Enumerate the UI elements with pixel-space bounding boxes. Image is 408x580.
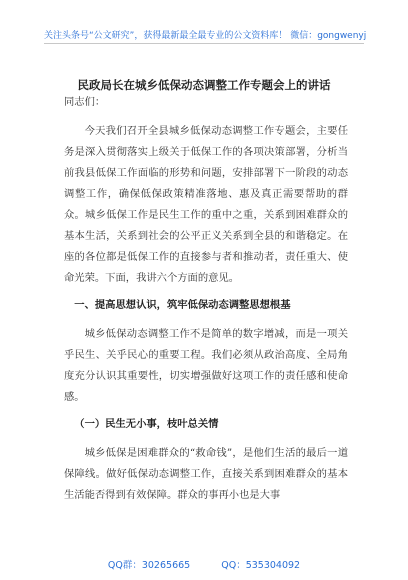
subsection-heading: （一）民生无小事，枝叶总关情 xyxy=(74,418,219,430)
header-divider xyxy=(44,43,364,44)
footer-qq: QQ：535304092 xyxy=(221,560,301,571)
section-heading: 一、提高思想认识，筑牢低保动态调整思想根基 xyxy=(74,299,291,311)
section-paragraph: 城乡低保动态调整工作不是简单的数字增减，而是一项关乎民生、关乎民心的重要工程。我们必须从政治高度、全局角度充分认识其重要性，切实增强做好这项工作的责任感和使命感。 xyxy=(64,328,348,403)
salutation: 同志们： xyxy=(64,96,106,108)
header-notice: 关注头条号“公文研究”，获得最新最全最专业的公文资料库！ 微信：gongwenyj xyxy=(44,31,367,41)
footer-qq-group: QQ群：30265665 xyxy=(107,560,191,571)
intro-paragraph: 今天我们召开全县城乡低保动态调整工作专题会，主要任务是深入贯彻落实上级关于低保工作的各项决策部署，分析当前我县低保工作面临的形势和问题，安排部署下一阶段的动态调整工作，确保低保政策精准落地、惠及真正需要帮助的群众。城乡低保工作是民生工作的重中之重，关系到困难群众的基本生活，关系到社会的公平正义关系到全县的和谐稳定。在座的各位都是低保工作的直接参与者和推动者，责任重大、使命光荣。下面，我讲六个方面的意见。 xyxy=(64,125,348,284)
footer-contact xyxy=(0,557,408,571)
document-title: 民政局长在城乡低保动态调整工作专题会上的讲话 xyxy=(77,78,331,92)
subsection-paragraph: 城乡低保是困难群众的“救命钱”，是他们生活的最后一道保障线。做好低保动态调整工作，直接关系到困难群众的基本生活能否得到有效保障。群众的事再小也是大事 xyxy=(64,447,348,501)
document-body xyxy=(64,92,348,506)
